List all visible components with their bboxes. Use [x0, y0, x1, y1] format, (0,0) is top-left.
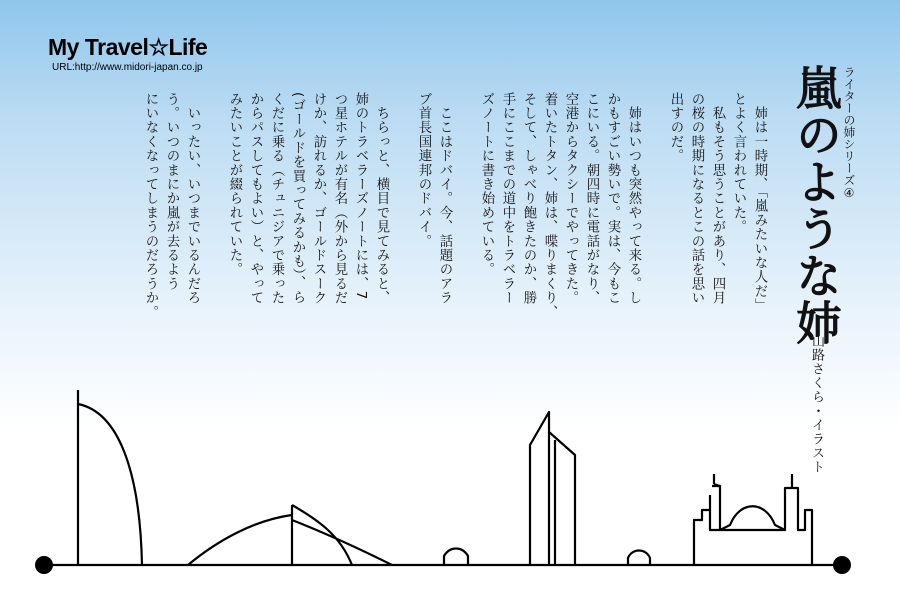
small-hut-outline	[444, 549, 468, 566]
ground-end-dot-right	[833, 556, 851, 574]
article-body: 姉は一時期、「嵐みたいな人だ」 とよく言われていた。 私もそう思うことがあり、四月 の桜の時期になるとこの話を思い 出すのだ。 姉はいつも突然やって来る。し かもすごい勢いで。実は、今もこ こにいる。朝四時に電話がなり、 空港からタクシーでやってきた。 着いたトタン、姉は、喋りまくり、 そして、しゃべり飽きたのか、勝 手にここまでの道中をトラベラー ズノートに書き始めている。 ここはドバイ。今、話題のアラ ブ首長国連邦のドバイ。 ちらっと、横目で見てみると、 姉のトラベラーズノートには、7 つ星ホテルが有名（外から見るだ けか、訪れるか、ゴールドスーク (ゴールドを買ってみるかも）、ら くだに乗る（チュニジアで乗った からパスしてもよい）と、やって みたいことが綴られていた。 いったい、いつまでいるんだろ う。いつのまにか嵐が去るよう にいなくなってしまうのだろうか。	[143, 92, 767, 320]
sail-hotel-outline	[78, 390, 142, 565]
site-url: URL:http://www.midori-japan.co.jp	[52, 62, 203, 73]
ground-end-dot-left	[35, 556, 53, 574]
author-credit: 山路さくら・イラスト	[809, 334, 824, 474]
series-label: ライターの姉シリーズ④	[842, 66, 856, 200]
twin-towers-outline	[530, 412, 575, 565]
article-title: 嵐のような姉	[789, 64, 843, 346]
small-dome-outline	[628, 551, 650, 566]
site-logo: My Travel☆Life	[48, 34, 208, 60]
mosque-outline	[694, 474, 812, 565]
arch-structure-outline	[188, 505, 392, 565]
